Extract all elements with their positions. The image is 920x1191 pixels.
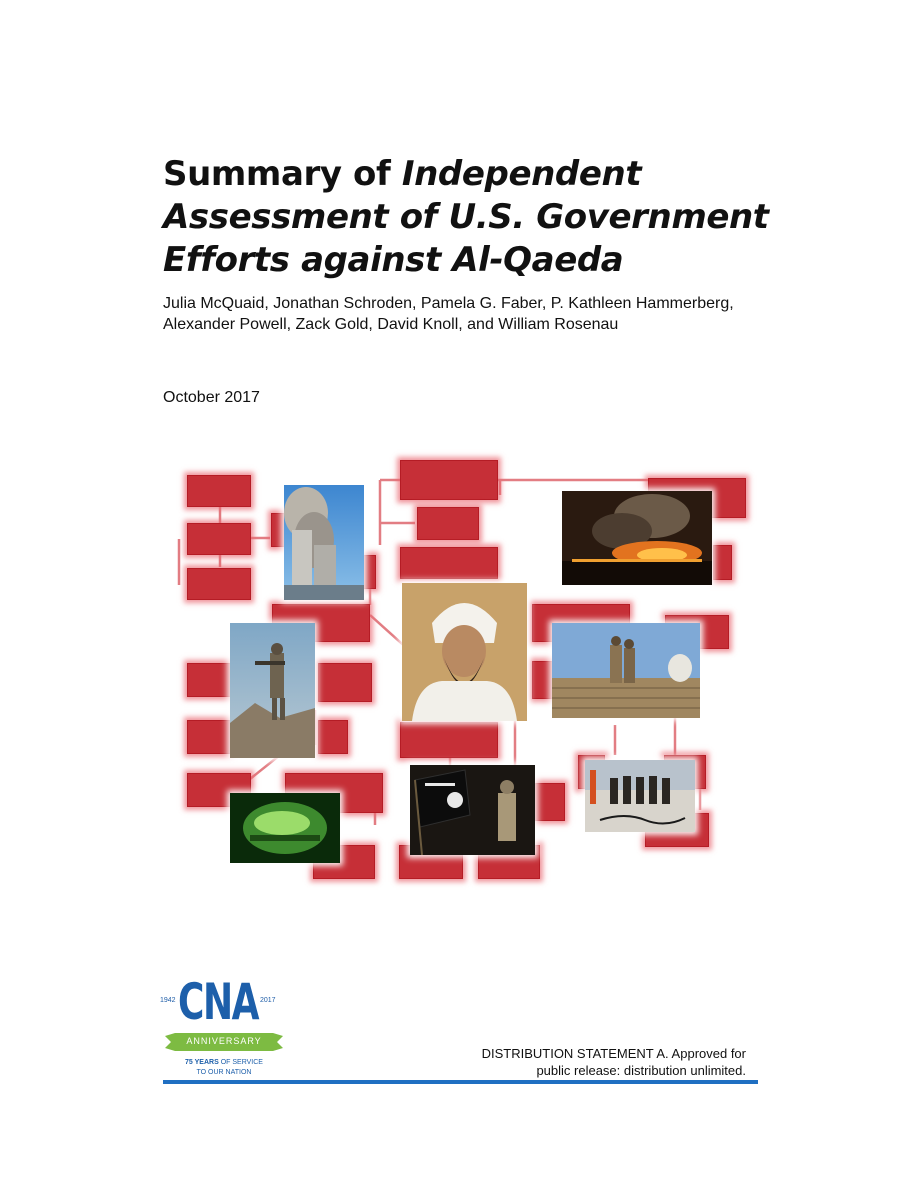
- red-box-24: [535, 783, 565, 821]
- red-box-16: [532, 661, 554, 699]
- red-box-6: [417, 507, 479, 540]
- footer-rule: [163, 1080, 758, 1084]
- photo-soldiers-boardwalk: [552, 623, 700, 718]
- logo-service-text: [160, 1058, 288, 1078]
- red-box-5: [400, 460, 498, 500]
- distribution-statement: [440, 1045, 746, 1079]
- photo-explosion-night: [562, 491, 712, 585]
- service-years: 75 YEARS: [185, 1059, 219, 1066]
- red-box-10: [713, 545, 732, 580]
- photo-bin-laden-portrait: [402, 583, 527, 721]
- logo-brand: CNA: [178, 973, 259, 1031]
- title-line1-plain: Summary of: [163, 154, 402, 194]
- cover-collage: [170, 455, 760, 895]
- logo-ribbon-text: ANNIVERSARY: [186, 1036, 262, 1046]
- logo-year-end: 2017: [260, 997, 276, 1004]
- title-line1-italic: Independent: [401, 154, 642, 194]
- author-list: Julia McQuaid, Jonathan Schroden, Pamela G. Faber, P. Kathleen Hammerberg, Alexander Powell, Zack Gold, David Knoll, and William Rosenau: [163, 295, 734, 333]
- red-box-1: [187, 475, 251, 507]
- red-box-15: [318, 663, 372, 702]
- logo-year-start: 1942: [160, 997, 176, 1004]
- red-box-2: [187, 523, 251, 555]
- photo-twin-towers: [284, 485, 364, 600]
- distribution-line2: public release: distribution unlimited.: [536, 1063, 746, 1078]
- photo-hostage-video: [585, 760, 695, 832]
- title-line2: Assessment of U.S. Government: [163, 197, 769, 237]
- red-box-3: [187, 568, 251, 600]
- red-box-17: [187, 720, 231, 754]
- photo-isis-flag: [410, 765, 535, 855]
- distribution-line1: DISTRIBUTION STATEMENT A. Approved for: [481, 1046, 746, 1061]
- red-box-18: [318, 720, 348, 754]
- publication-date: October 2017: [163, 389, 260, 406]
- service-rest: OF SERVICE: [218, 1059, 263, 1066]
- cna-anniversary-logo: [160, 975, 285, 1085]
- photo-soldier-aiming: [230, 623, 315, 758]
- service-line2: TO OUR NATION: [196, 1069, 252, 1076]
- photo-night-vision: [230, 793, 340, 863]
- red-box-7: [400, 547, 498, 579]
- title-line3: Efforts against Al-Qaeda: [163, 240, 624, 280]
- red-box-14: [187, 663, 231, 697]
- report-title: [163, 153, 783, 282]
- red-box-19: [400, 722, 498, 758]
- red-box-8: [362, 555, 376, 589]
